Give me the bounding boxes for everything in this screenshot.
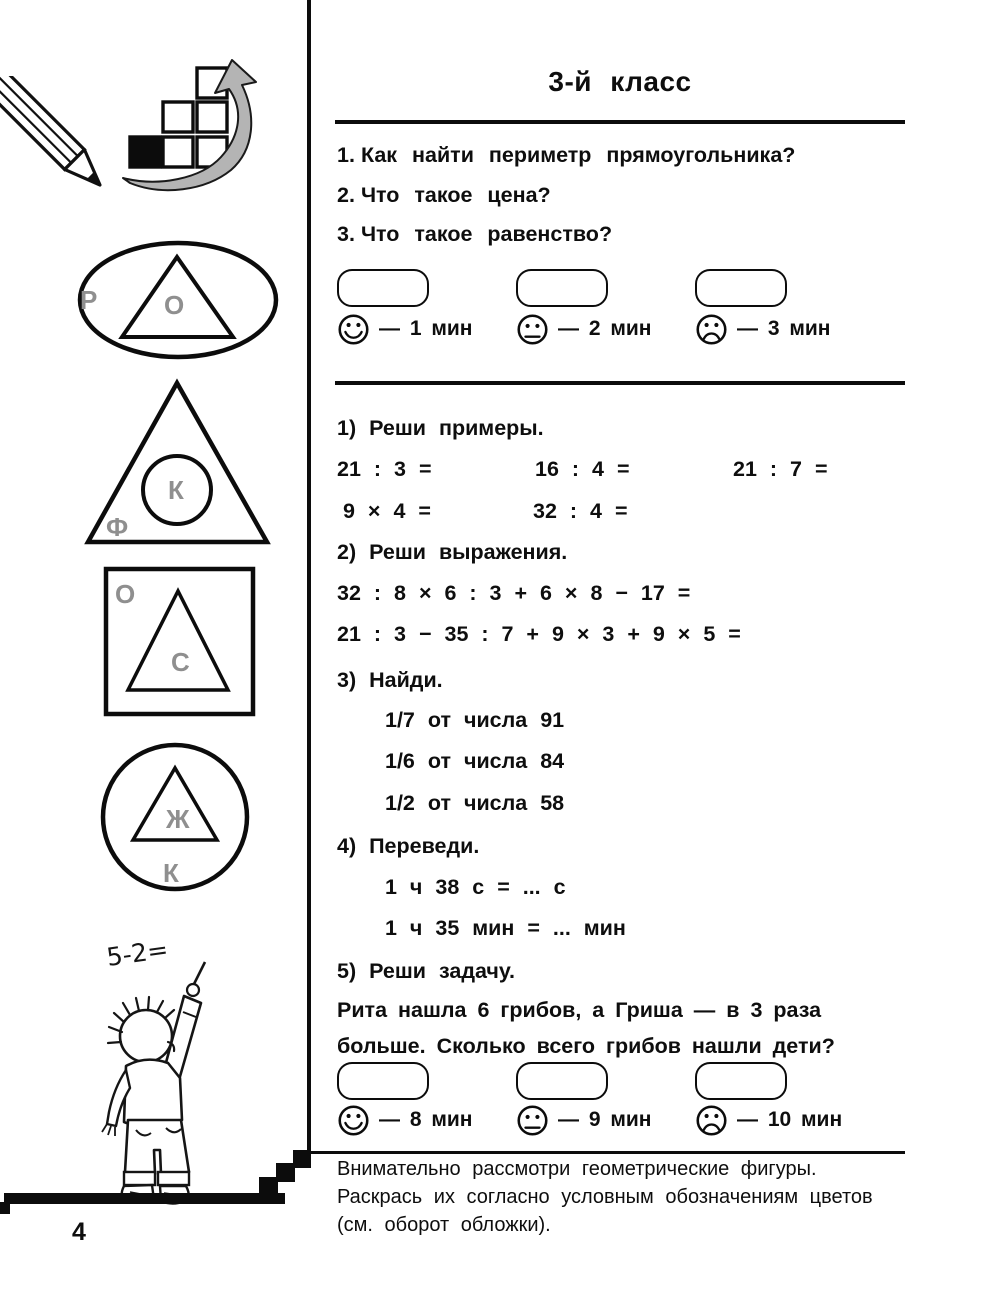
timer-neutral [516,1103,651,1137]
figure-letter: О [164,290,185,320]
pencil-icon [0,76,114,194]
answer-box[interactable] [337,269,429,307]
exercise-4-head: 4) Переведи. [337,834,480,858]
figure-letter: Ф [106,512,129,542]
exercise-5-head: 5) Реши задачу. [337,959,515,983]
section-rule [335,381,905,385]
answer-box[interactable] [337,1062,429,1100]
footer-note-line: Внимательно рассмотри геометрические фигуры. [337,1158,817,1180]
figure-letter: К [163,858,179,888]
timer-happy [337,312,472,346]
happy-face-icon [337,1104,370,1137]
timer-label: — 10 мин [737,1108,843,1131]
boy-writing-illustration [80,930,250,1208]
word-problem-line: Рита нашла 6 грибов, а Гриша — в 3 раза [337,998,822,1022]
footer-bar [4,1193,285,1204]
answer-box[interactable] [695,1062,787,1100]
fraction-item: 1/2 от числа 58 [385,791,565,815]
timer-label: — 2 мин [558,317,652,340]
step-block [276,1163,295,1182]
conversion-item: 1 ч 35 мин = ... мин [385,916,626,940]
timer-sad [695,1103,842,1137]
column-divider [307,0,311,1153]
math-problem: 9 × 4 = [343,499,431,523]
math-problem: 32 : 4 = [533,499,628,523]
math-problem: 16 : 4 = [535,457,630,481]
footer-bar-step [0,1202,10,1214]
math-expression: 21 : 3 − 35 : 7 + 9 × 3 + 9 × 5 = [337,622,741,646]
answer-box[interactable] [516,1062,608,1100]
fraction-item: 1/7 от числа 91 [385,708,565,732]
figure-ellipse-triangle [72,238,284,364]
footer-note-line: (см. оборот обложки). [337,1214,551,1236]
page-number: 4 [72,1218,86,1246]
stairs-arrow-icon [118,56,270,198]
timer-label: — 8 мин [379,1108,473,1131]
question-number: 3. [337,222,355,246]
step-block [293,1150,311,1168]
figure-triangle-circle [80,378,276,548]
exercise-1-head: 1) Реши примеры. [337,416,544,440]
answer-box[interactable] [516,269,608,307]
word-problem-line: больше. Сколько всего грибов нашли дети? [337,1034,835,1058]
figure-letter: Р [80,285,98,315]
math-problem: 21 : 3 = [337,457,432,481]
exercise-2-head: 2) Реши выражения. [337,540,568,564]
page-title: 3-й класс [548,66,692,97]
question-number: 1. [337,143,355,167]
happy-face-icon [337,313,370,346]
title-rule [335,120,905,124]
question-text: Что такое равенство? [360,222,613,246]
question-3 [337,222,612,247]
chalk-equation: 5-2= [104,934,171,972]
question-text: Как найти периметр прямоугольника? [360,143,796,167]
sad-face-icon [695,1104,728,1137]
footer-rule [310,1151,905,1154]
question-number: 2. [337,183,355,207]
question-2 [337,183,551,208]
neutral-face-icon [516,313,549,346]
figure-circle-triangle [98,740,254,896]
figure-letter: О [115,579,136,609]
neutral-face-icon [516,1104,549,1137]
math-problem: 21 : 7 = [733,457,828,481]
figure-letter: С [171,647,190,677]
conversion-item: 1 ч 38 с = ... с [385,875,566,899]
exercise-3-head: 3) Найди. [337,668,443,692]
figure-square-triangle [103,566,257,718]
timer-label: — 1 мин [379,317,473,340]
timer-happy [337,1103,472,1137]
question-1 [337,143,795,168]
timer-label: — 9 мин [558,1108,652,1131]
math-expression: 32 : 8 × 6 : 3 + 6 × 8 − 17 = [337,581,691,605]
figure-letter: Ж [166,804,190,834]
sad-face-icon [695,313,728,346]
fraction-item: 1/6 от числа 84 [385,749,565,773]
answer-box[interactable] [695,269,787,307]
question-text: Что такое цена? [360,183,551,207]
timer-sad [695,312,830,346]
timer-label: — 3 мин [737,317,831,340]
figure-letter: К [168,475,184,505]
footer-note-line: Раскрась их согласно условным обозначениям цветов [337,1186,873,1208]
timer-neutral [516,312,651,346]
